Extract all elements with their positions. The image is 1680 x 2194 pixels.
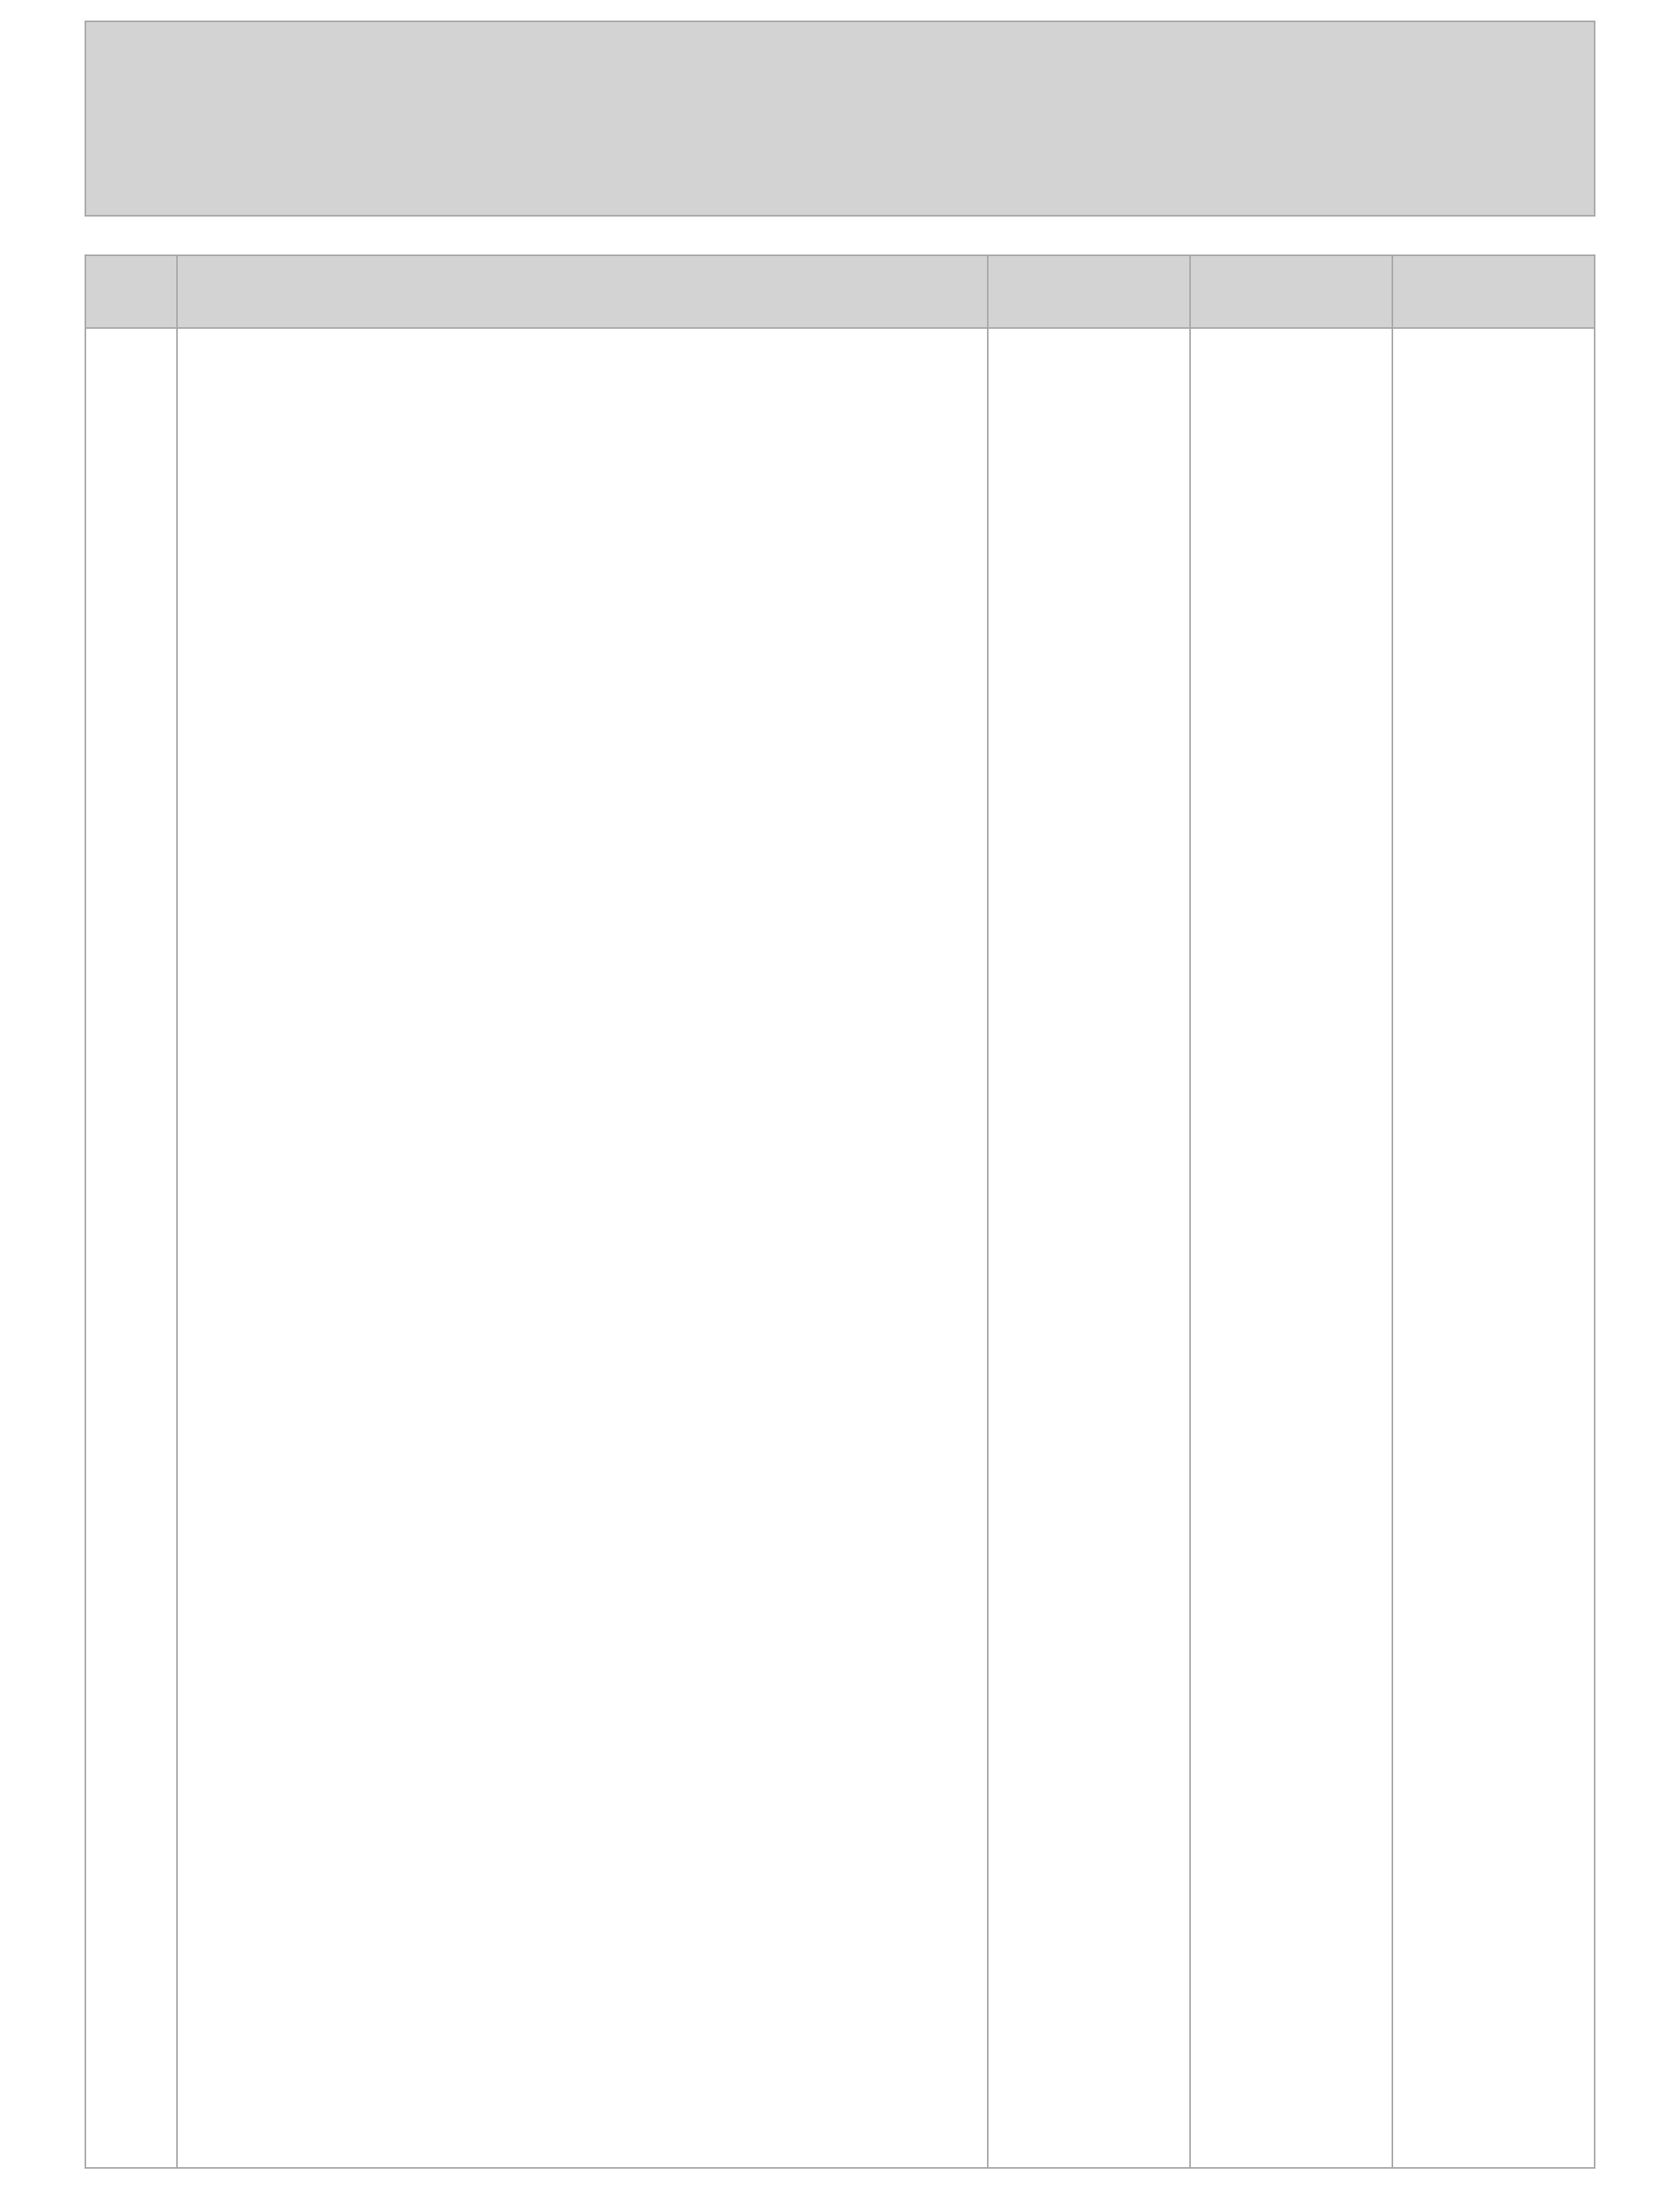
divider-servicios <box>987 256 989 2167</box>
title-box <box>85 21 1595 217</box>
table-header <box>86 256 1594 329</box>
divider-83 <box>1189 256 1191 2167</box>
divider-blank <box>1392 256 1393 2167</box>
summary-table <box>85 254 1595 2169</box>
divider-code <box>176 256 178 2167</box>
